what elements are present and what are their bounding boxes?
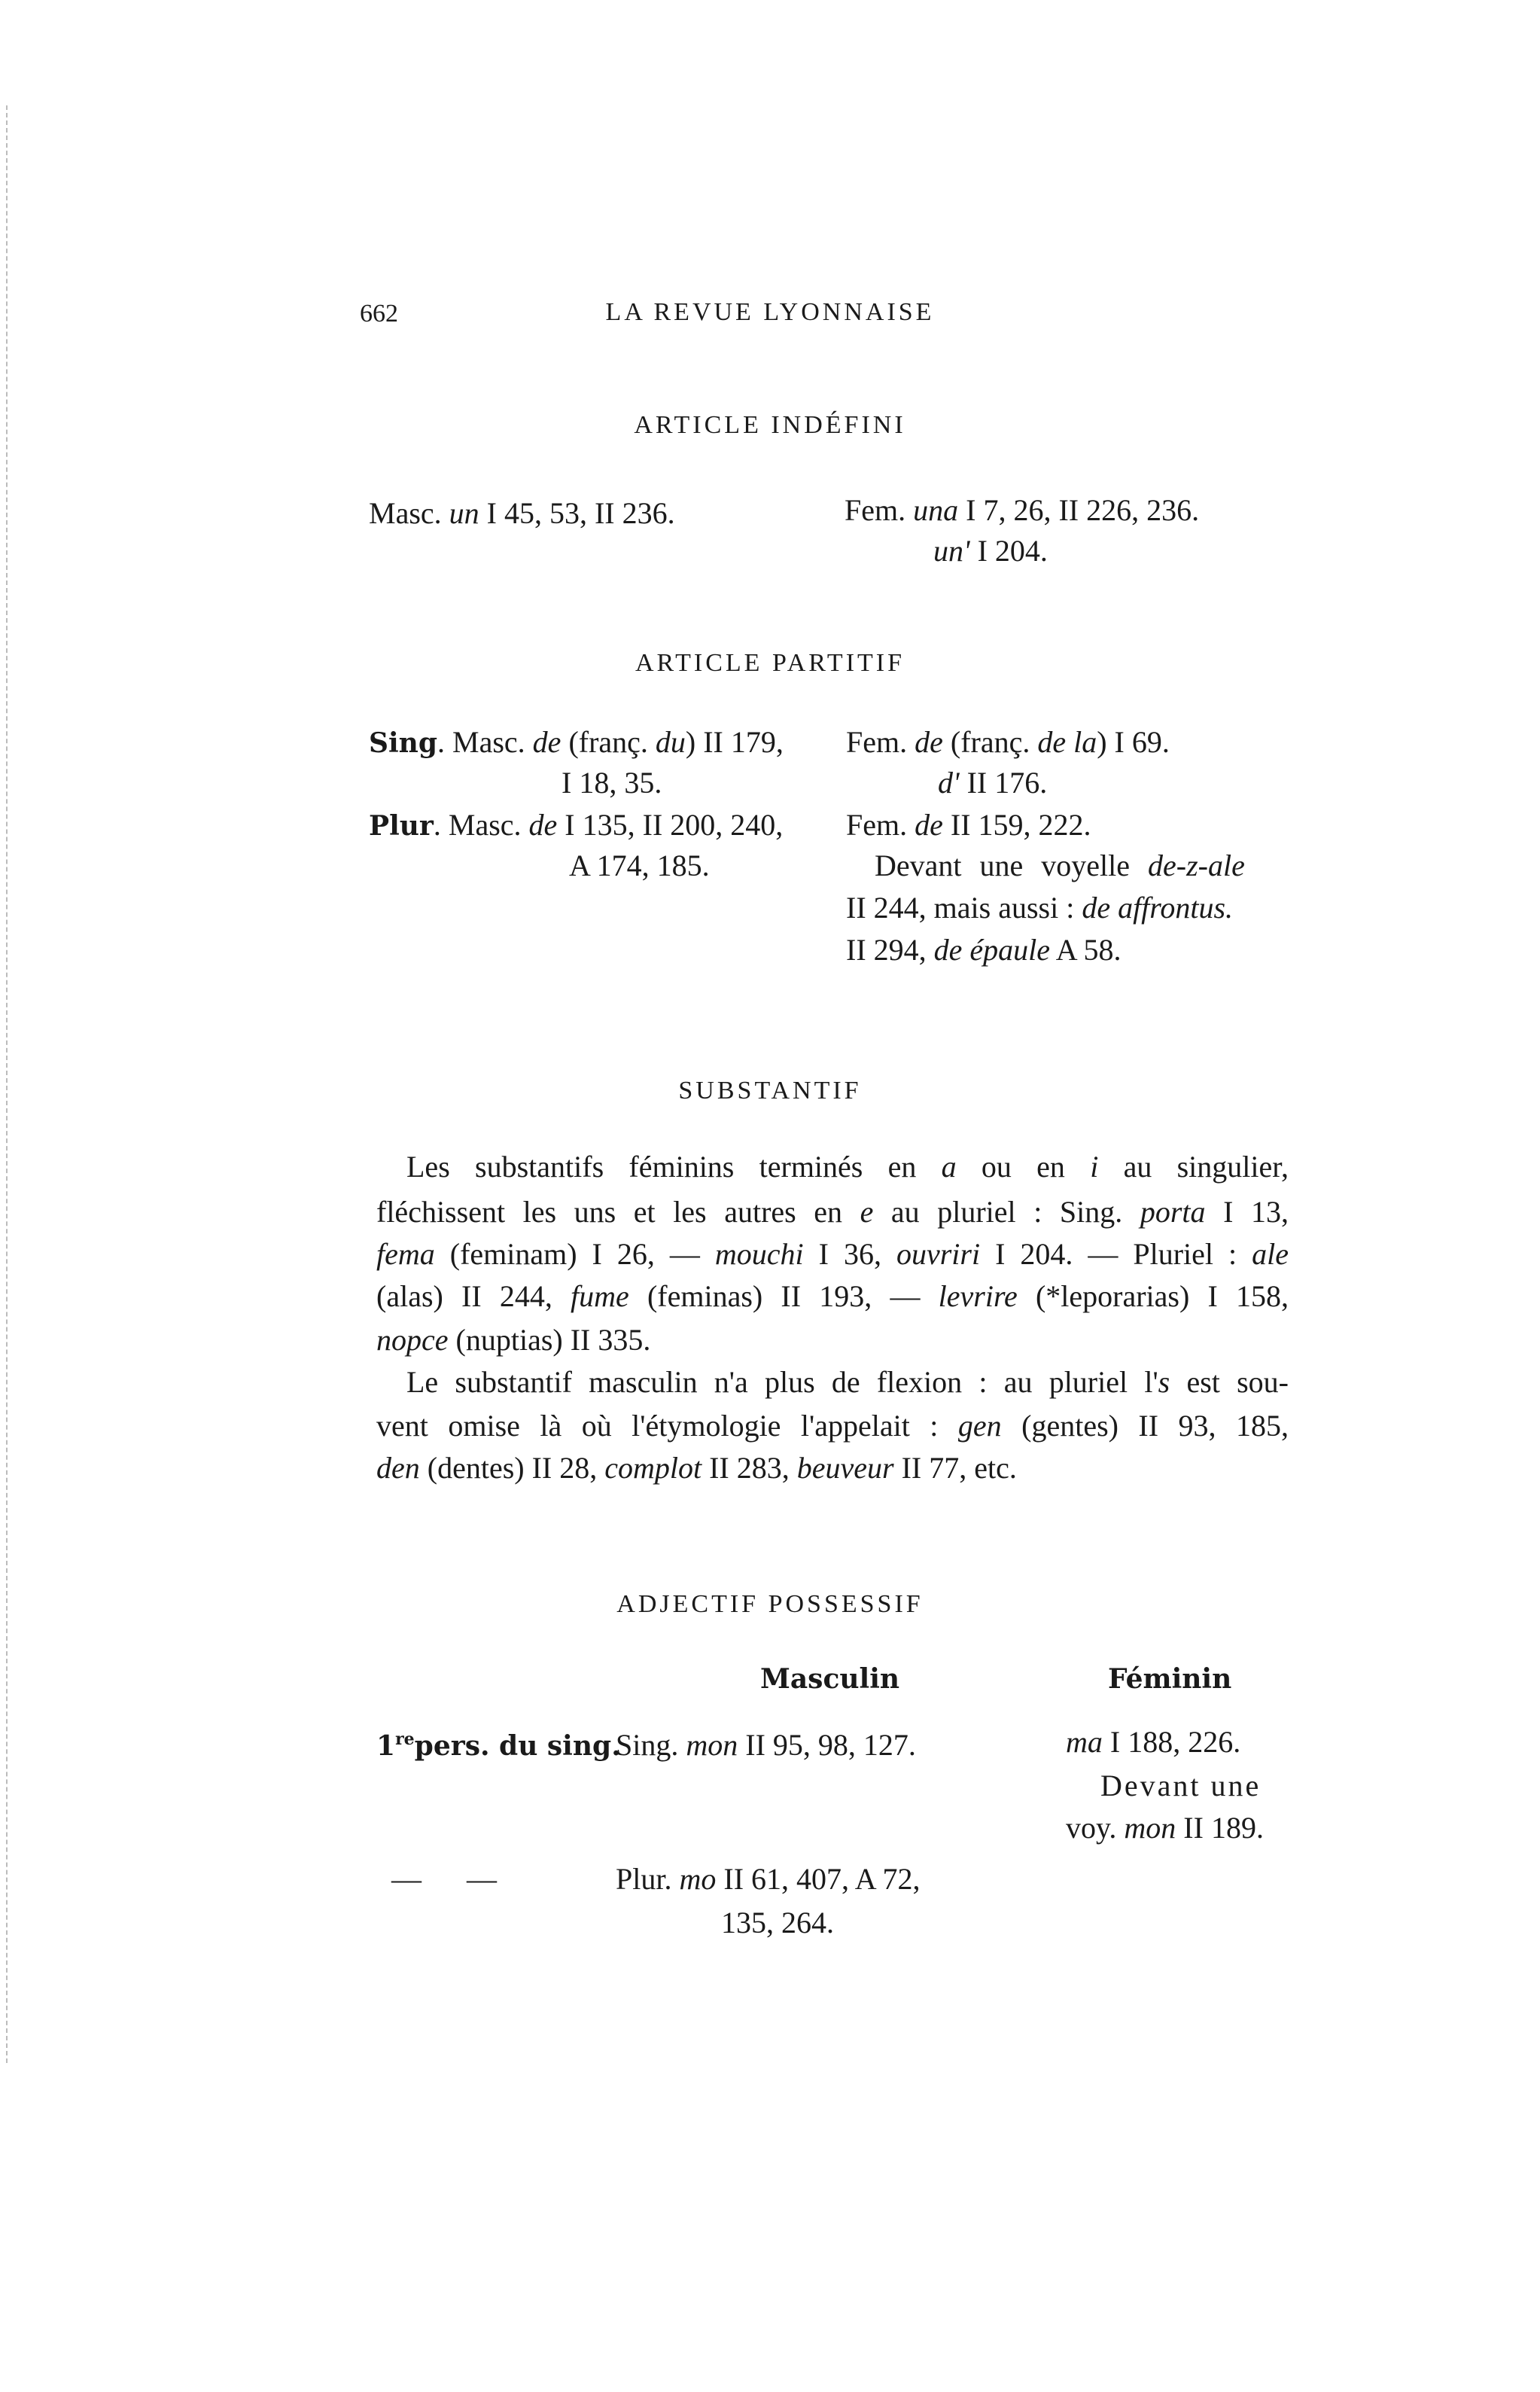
- text-run: i: [1090, 1150, 1099, 1184]
- text-run: (dentes) II 28,: [419, 1451, 605, 1485]
- partitif-fem-5: [846, 893, 1233, 923]
- text-run: A 174, 185.: [569, 849, 710, 882]
- text-run: de: [528, 808, 558, 842]
- text-run: beuveur: [796, 1451, 894, 1485]
- text-run: re: [395, 1729, 415, 1749]
- text-run: mo: [679, 1862, 717, 1896]
- substantif-line: [376, 1325, 1289, 1355]
- text-run: porta: [1140, 1195, 1206, 1229]
- substantif-line: [376, 1239, 1289, 1269]
- text-run: den: [376, 1451, 420, 1485]
- partitif-fem-6: [846, 935, 1122, 965]
- text-run: un: [449, 496, 479, 530]
- row1-feminin-3: [1066, 1813, 1264, 1843]
- text-run: Plur: [369, 810, 434, 842]
- page-number: 662: [360, 300, 398, 328]
- section-title-substantif: SUBSTANTIF: [678, 1077, 862, 1105]
- text-run: A 58.: [1050, 933, 1122, 967]
- row-label-1re-pers: [376, 1730, 621, 1760]
- text-run: ma: [1066, 1725, 1103, 1759]
- text-run: I 204. — Pluriel :: [980, 1237, 1252, 1271]
- row1-masculin: [616, 1730, 916, 1760]
- text-run: Devant une: [1100, 1769, 1262, 1802]
- partitif-plur-cont: [569, 851, 710, 881]
- text-run: e: [860, 1195, 874, 1229]
- text-run: s: [1158, 1365, 1170, 1399]
- text-run: I 135, II 200, 240,: [557, 808, 784, 842]
- text-run: I 36,: [803, 1237, 896, 1271]
- text-run: (franç.: [561, 725, 656, 759]
- text-run: I 18, 35.: [562, 766, 662, 800]
- row2-masculin: [616, 1864, 921, 1894]
- text-run: de: [915, 725, 943, 759]
- text-run: de: [915, 808, 943, 842]
- text-run: I 13,: [1205, 1195, 1289, 1229]
- text-run: Le substantif masculin n'a plus de flexion : au pluriel l': [406, 1365, 1158, 1399]
- running-title: LA REVUE LYONNAISE: [605, 298, 935, 326]
- text-run: II 159, 222.: [942, 808, 1091, 842]
- article-indefini-fem: [845, 495, 1199, 526]
- substantif-line: [376, 1281, 1289, 1312]
- text-run: vent omise là où l'étymologie l'appelait :: [376, 1409, 958, 1443]
- text-run: II 189.: [1176, 1811, 1264, 1845]
- text-run: de la: [1037, 725, 1097, 759]
- text-run: du: [655, 725, 686, 759]
- text-run: Plur.: [616, 1862, 680, 1896]
- section-title-adjectif-possessif: ADJECTIF POSSESSIF: [616, 1590, 924, 1618]
- substantif-line: [406, 1152, 1289, 1182]
- text-run: una: [913, 493, 959, 527]
- text-run: II 61, 407, A 72,: [716, 1862, 921, 1896]
- text-run: ouvriri: [896, 1237, 981, 1271]
- text-run: d': [938, 766, 960, 800]
- text-run: levrire: [938, 1279, 1018, 1313]
- row-label-ditto: [391, 1864, 497, 1894]
- text-run: gen: [957, 1409, 1002, 1443]
- column-header-feminin: Féminin: [1108, 1663, 1232, 1695]
- text-run: (franç.: [942, 725, 1038, 759]
- partitif-fem-1: [846, 727, 1170, 757]
- partitif-fem-4: [875, 851, 1245, 881]
- text-run: II 176.: [959, 766, 1048, 800]
- text-run: — —: [391, 1862, 497, 1896]
- text-run: Les substantifs féminins terminés en: [406, 1150, 942, 1184]
- substantif-line: [376, 1411, 1289, 1441]
- text-run: de: [532, 725, 562, 759]
- text-run: de-z-ale: [1148, 849, 1245, 882]
- text-run: II 283,: [702, 1451, 797, 1485]
- text-run: I 188, 226.: [1102, 1725, 1241, 1759]
- text-run: 135, 264.: [721, 1906, 834, 1940]
- column-header-masculin: Masculin: [760, 1663, 900, 1695]
- row1-feminin-2: [1100, 1771, 1261, 1801]
- section-title-article-indefini: ARTICLE INDÉFINI: [634, 411, 906, 439]
- text-run: complot: [604, 1451, 702, 1485]
- text-run: II 244, mais aussi :: [846, 891, 1082, 925]
- text-run: (alas) II 244,: [376, 1279, 571, 1313]
- text-run: voy.: [1066, 1811, 1125, 1845]
- text-run: I 204.: [969, 534, 1048, 568]
- text-run: (gentes) II 93, 185,: [1001, 1409, 1289, 1443]
- text-run: Fem.: [845, 493, 914, 527]
- text-run: (nuptias) II 335.: [448, 1323, 651, 1357]
- text-run: (feminas) II 193, —: [628, 1279, 939, 1313]
- text-run: (*leporarias) I 158,: [1017, 1279, 1289, 1313]
- text-run: Sing.: [616, 1728, 686, 1762]
- text-run: I 7, 26, II 226, 236.: [958, 493, 1200, 527]
- text-run: 1: [376, 1730, 396, 1762]
- substantif-line: [376, 1453, 1289, 1483]
- partitif-fem-2: [938, 768, 1047, 798]
- text-run: Fem.: [846, 725, 915, 759]
- text-run: ) I 69.: [1097, 725, 1170, 759]
- text-run: ) II 179,: [685, 725, 784, 759]
- row1-feminin-1: [1066, 1727, 1240, 1757]
- partitif-sing-cont: [562, 768, 662, 798]
- text-run: pers. du sing.: [414, 1730, 621, 1762]
- text-run: I 45, 53, II 236.: [479, 496, 675, 530]
- text-run: a: [941, 1150, 957, 1184]
- text-run: nopce: [376, 1323, 449, 1357]
- text-run: mon: [1124, 1811, 1176, 1845]
- text-run: au singulier,: [1098, 1150, 1289, 1184]
- text-run: fema: [376, 1237, 435, 1271]
- text-run: fléchissent les uns et les autres en: [376, 1195, 860, 1229]
- text-run: Devant une voyelle: [875, 849, 1148, 882]
- text-run: Fem.: [846, 808, 915, 842]
- text-run: de affrontus.: [1082, 891, 1234, 925]
- text-run: II 294,: [846, 933, 934, 967]
- article-indefini-masc: [369, 498, 675, 529]
- substantif-line: [376, 1197, 1289, 1227]
- text-run: . Masc.: [437, 725, 533, 759]
- text-run: Sing: [369, 727, 438, 759]
- text-run: II 95, 98, 127.: [738, 1728, 916, 1762]
- text-run: est sou-: [1170, 1365, 1289, 1399]
- text-run: mon: [686, 1728, 738, 1762]
- text-run: (feminam) I 26, —: [434, 1237, 715, 1271]
- text-run: un': [933, 534, 970, 568]
- text-run: mouchi: [714, 1237, 804, 1271]
- section-title-article-partitif: ARTICLE PARTITIF: [635, 649, 905, 677]
- partitif-sing: [369, 727, 784, 757]
- partitif-plur: [369, 810, 783, 840]
- text-run: de épaule: [933, 933, 1051, 967]
- text-run: ou en: [956, 1150, 1091, 1184]
- text-run: II 77, etc.: [893, 1451, 1017, 1485]
- text-run: Masc.: [369, 496, 449, 530]
- row2-masculin-cont: [721, 1908, 834, 1938]
- text-run: fume: [571, 1279, 629, 1313]
- text-run: ale: [1252, 1237, 1289, 1271]
- article-indefini-fem-2: [933, 536, 1048, 566]
- text-run: au pluriel : Sing.: [873, 1195, 1140, 1229]
- partitif-fem-3: [846, 810, 1091, 840]
- substantif-line: [406, 1367, 1289, 1397]
- text-run: . Masc.: [433, 808, 529, 842]
